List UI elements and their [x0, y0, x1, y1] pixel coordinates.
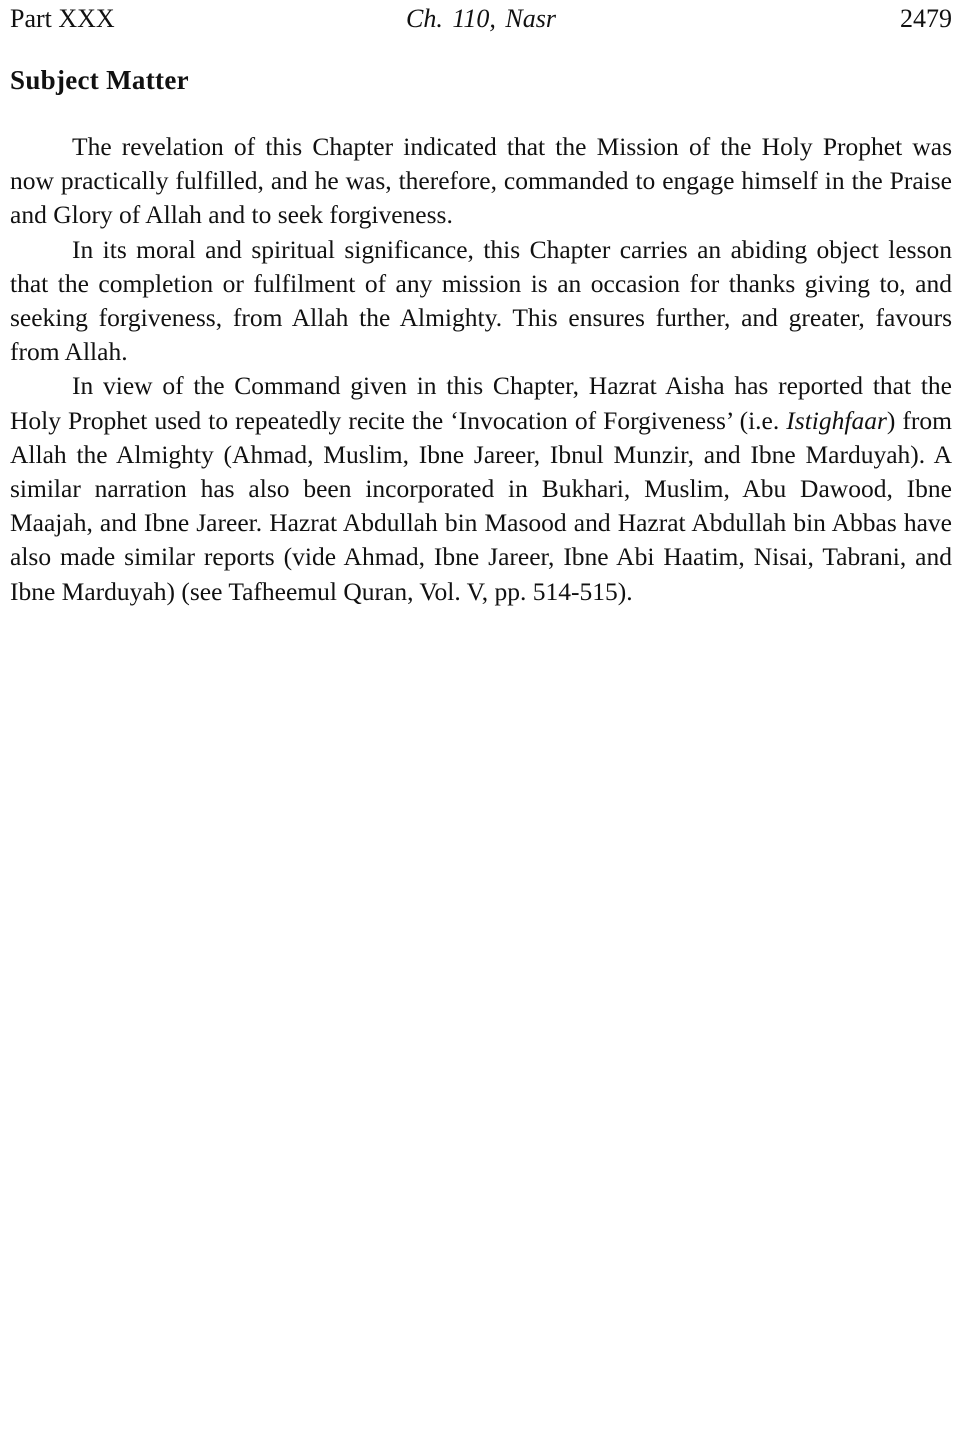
paragraph-1: The revelation of this Chapter indicated that the Mission of the Holy Prophet was now practically fulfilled, and he was, therefore, commanded to engage himself in the Praise and Glory of Allah and to seek forgiveness. [10, 132, 952, 230]
page-number: 2479 [900, 4, 952, 33]
paragraph-3-italic-term: Istighfaar [786, 405, 887, 435]
part-label: Part XXX [10, 4, 115, 33]
running-head [10, 2, 952, 36]
section-heading: Subject Matter [10, 65, 189, 95]
body-text [10, 130, 952, 609]
paragraph-3 [10, 369, 952, 608]
paragraph-3-text-after: ) from Allah the Almighty (Ahmad, Muslim, Ibne Jareer, Ibnul Munzir, and Ibne Marduyah). A similar narration has also been incorporated in Bukhari, Muslim, Abu Dawood, Ibne Maajah, and Ibne Jareer. Hazrat Abdullah bin Masood and Hazrat Abdullah bin Abbas have also made similar reports (vide Ahmad, Ibne Jareer, Ibne Abi Haatim, Nisai, Tabrani, and Ibne Marduyah) (see Tafheemul Quran, Vol. V, pp. 514-515). [10, 405, 952, 606]
chapter-title: Ch. 110, Nasr [406, 4, 556, 33]
paragraph-3-text-before: In view of the Command given in this Chapter, Hazrat Aisha has reported that the Holy Prophet used to repeatedly recite the ‘Invocation of Forgiveness’ (i.e. [10, 371, 952, 435]
paragraph-2: In its moral and spiritual significance, this Chapter carries an abiding object lesson that the completion or fulfilment of any mission is an occasion for thanks giving to, and seeking forgiveness, from Allah the Almighty. This ensures further, and greater, favours from Allah. [10, 234, 952, 367]
